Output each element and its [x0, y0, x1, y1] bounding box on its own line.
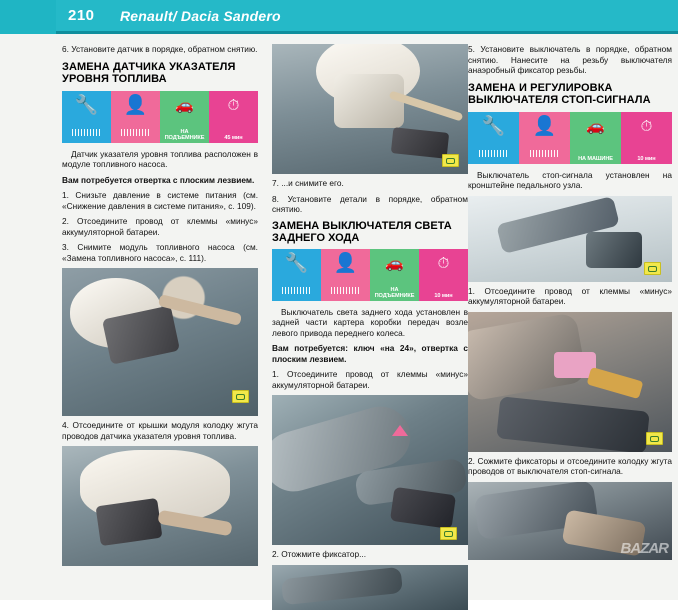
wrench-icon: 🔧 [481, 115, 506, 137]
person-glyph-icon: 👤 [333, 252, 358, 274]
clock-icon [419, 249, 468, 301]
clock-icon [621, 112, 672, 164]
icon-barcode [72, 129, 102, 136]
clock-glyph-icon: ⏱ [640, 117, 653, 135]
photo-reverse-switch-wrench [272, 565, 468, 610]
left-step-1: 1. Снизьте давление в системе питания (см. «Снижение давления в системе питания», с. 109). [62, 190, 258, 211]
photo-tag-icon [644, 262, 661, 275]
middle-icon-strip [272, 249, 468, 301]
pointer-arrow-icon [392, 425, 408, 436]
car-lift-icon [570, 112, 621, 164]
right-caption-2: 2. Сожмите фиксаторы и отсоедините колодку жгута проводов от выключателя стоп-сигнала. [468, 455, 672, 476]
right-icon-caption-3: 10 мин [637, 155, 656, 162]
photo-detail [587, 366, 644, 398]
photo-fuel-sensor-removal [62, 446, 258, 566]
car-lift-icon [160, 91, 209, 143]
left-icon-caption-3: 45 мин [224, 134, 243, 141]
page-number: 210 [68, 7, 95, 24]
right-icon-strip [468, 112, 672, 164]
right-icon-caption-2: НА МАШИНЕ [578, 155, 613, 162]
left-icon-strip [62, 91, 258, 143]
middle-icon-caption-3: 10 мин [434, 292, 453, 299]
clock-glyph-icon: ⏱ [437, 254, 450, 272]
person-icon [111, 91, 160, 143]
column-left [62, 44, 258, 570]
photo-brake-switch-pedal [468, 482, 672, 560]
page-header [0, 0, 678, 34]
photo-tag-icon [646, 432, 663, 445]
photo-detail [391, 127, 449, 159]
photo-detail [586, 232, 642, 268]
middle-tools-note: Вам потребуется: ключ «на 24», отвертка с плоским лезвием. [272, 343, 468, 364]
photo-detail [390, 487, 456, 529]
middle-step-1: 1. Отсоедините провод от клеммы «минус» аккумуляторной батареи. [272, 369, 468, 390]
icon-barcode [121, 129, 151, 136]
tools-icon [272, 249, 321, 301]
middle-step-8: 8. Установите детали в порядке, обратном снятию. [272, 193, 468, 214]
person-glyph-icon: 👤 [532, 115, 557, 137]
photo-detail [281, 566, 403, 604]
icon-barcode [530, 150, 560, 157]
tools-icon [468, 112, 519, 164]
right-heading: ЗАМЕНА И РЕГУЛИРОВКА ВЫКЛЮЧАТЕЛЯ СТОП-СИГНАЛА [468, 81, 651, 106]
right-caption-1: 1. Отсоедините провод от клеммы «минус» аккумуляторной батареи. [468, 285, 672, 306]
column-middle [272, 44, 468, 614]
clock-icon [209, 91, 258, 143]
middle-icon-caption-2: НА ПОДЪЕМНИКЕ [374, 286, 415, 299]
photo-tag-icon [232, 390, 249, 403]
column-right [468, 44, 672, 564]
car-lift-icon [370, 249, 419, 301]
photo-fuel-pump-connector [62, 268, 258, 416]
photo-fuel-module-top [272, 44, 468, 174]
left-step-2: 2. Отсоедините провод от клеммы «минус» аккумуляторной батареи. [62, 216, 258, 237]
tools-icon [62, 91, 111, 143]
photo-tag-icon [440, 527, 457, 540]
person-icon [519, 112, 570, 164]
left-step-6: 6. Установите датчик в порядке, обратном снятию. [62, 44, 258, 54]
photo-reverse-switch-location [272, 395, 468, 545]
person-glyph-icon: 👤 [123, 94, 148, 116]
right-step-5: 5. Установите выключатель в порядке, обратном снятию. Нанесите на резьбу выключателя анаэробный фиксатор резьбы. [468, 44, 672, 75]
photo-detail [96, 498, 163, 546]
middle-caption-2: 2. Отожмите фиксатор... [272, 549, 367, 559]
car-glyph-icon: 🚗 [586, 117, 605, 135]
person-icon [321, 249, 370, 301]
photo-detail [496, 396, 650, 452]
right-intro: Выключатель стоп-сигнала установлен на кронштейне педального узла. [468, 169, 672, 190]
left-caption-4: 4. Отсоедините от крышки модуля колодку жгута проводов датчика указателя уровня топлива. [62, 420, 258, 441]
left-heading: ЗАМЕНА ДАТЧИКА УКАЗАТЕЛЯ УРОВНЯ ТОПЛИВА [62, 60, 236, 85]
photo-detail [334, 74, 404, 128]
left-icon-caption-2: НА ПОДЪЕМНИКЕ [164, 128, 205, 141]
icon-barcode [331, 287, 361, 294]
left-tools-note: Вам потребуется отвертка с плоским лезвием. [62, 174, 255, 185]
car-glyph-icon: 🚗 [175, 96, 194, 114]
left-step-3: 3. Снимите модуль топливного насоса (см. «Замена топливного насоса», с. 111). [62, 242, 258, 263]
icon-barcode [479, 150, 509, 157]
icon-barcode [282, 287, 312, 294]
wrench-icon: 🔧 [284, 252, 309, 274]
middle-caption-7: 7. ...и снимите его. [272, 178, 344, 188]
photo-brake-switch-connector [468, 312, 672, 452]
car-glyph-icon: 🚗 [385, 254, 404, 272]
photo-brake-switch-part [468, 196, 672, 282]
clock-glyph-icon: ⏱ [227, 96, 240, 114]
middle-heading: ЗАМЕНА ВЫКЛЮЧАТЕЛЯ СВЕТА ЗАДНЕГО ХОДА [272, 219, 452, 244]
wrench-icon: 🔧 [74, 94, 99, 116]
photo-tag-icon [442, 154, 459, 167]
left-intro: Датчик указателя уровня топлива расположен в модуле топливного насоса. [62, 148, 258, 169]
middle-intro: Выключатель света заднего хода установлен в задней части картера коробки передач возле левого привода переднего колеса. [272, 306, 468, 338]
header-divider [56, 31, 678, 34]
watermark: BAZAR [620, 539, 668, 557]
page-title: Renault/ Dacia Sandero [120, 8, 281, 24]
